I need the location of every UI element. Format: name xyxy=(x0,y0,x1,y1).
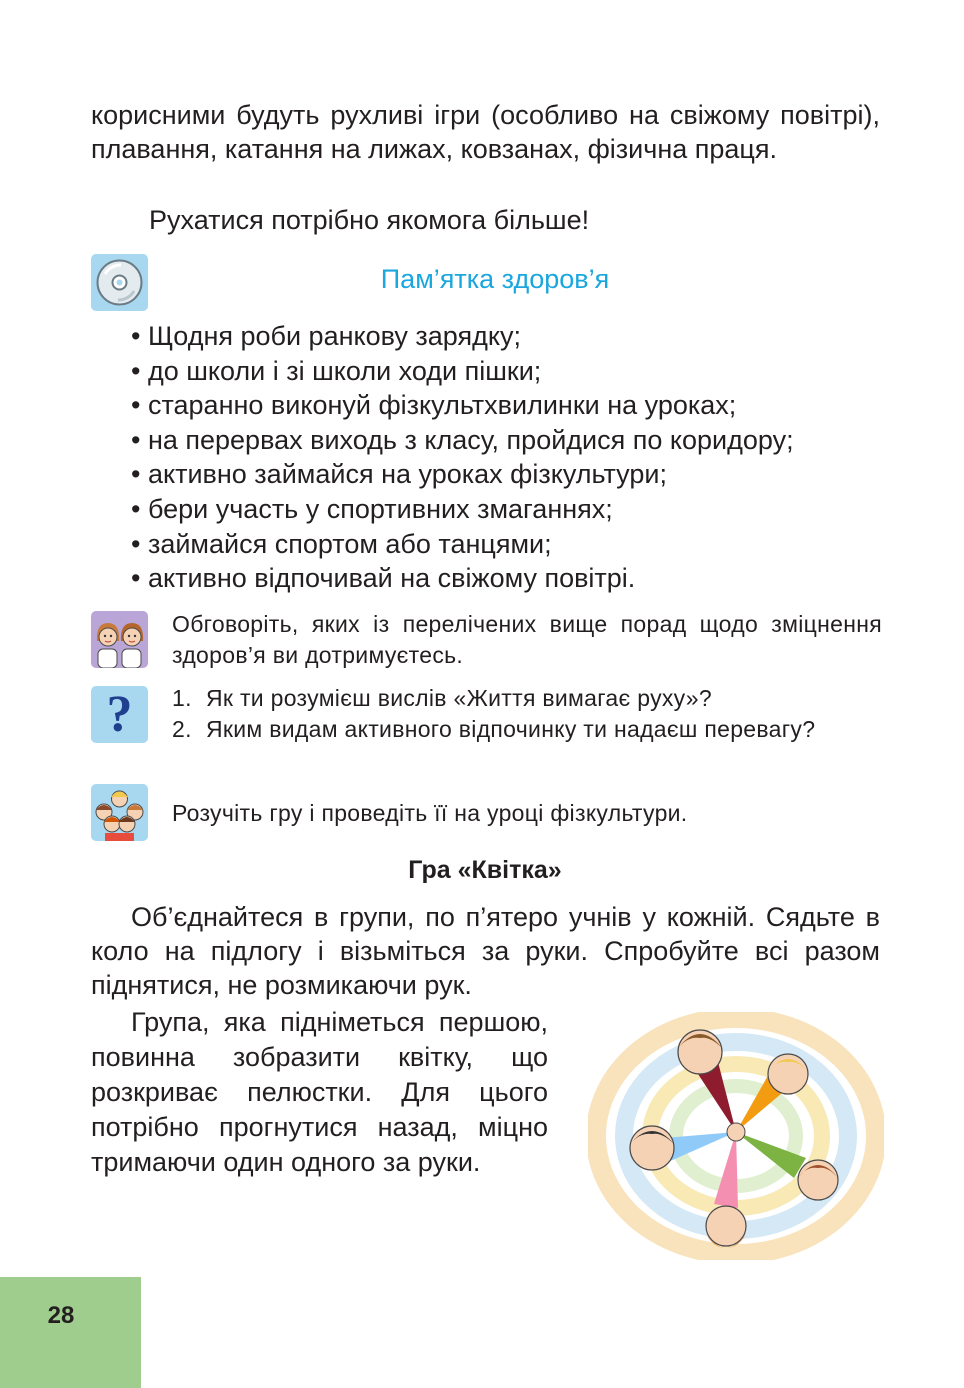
group-of-children-icon xyxy=(91,784,148,841)
question-mark-glyph: ? xyxy=(106,686,133,743)
list-item: • бери участь у спортивних змаганнях; xyxy=(131,493,613,524)
cd-disc-icon xyxy=(91,254,148,311)
game-paragraph-1 xyxy=(91,900,880,1002)
questions-list xyxy=(172,683,882,745)
question-text: Яким видам активного відпочинку ти надаєш перевагу? xyxy=(206,716,816,742)
list-item: • активно відпочивай на свіжому повітрі. xyxy=(131,563,636,594)
learn-instruction: Розучіть гру і проведіть її на уроці фізкультури. xyxy=(172,800,688,826)
list-item: • активно займайся на уроках фізкультури; xyxy=(131,459,667,490)
list-item: • до школи і зі школи ходи пішки; xyxy=(131,355,542,386)
list-item: • Щодня роби ранкову зарядку; xyxy=(131,321,521,351)
game-paragraph-1-text: Об’єднайтеся в групи, по п’ятеро учнів у кожній. Сядьте в коло на підлогу і візьміться за руки. Спробуйте всі разом піднятися, не розмикаючи рук. xyxy=(91,902,880,1000)
two-children-icon xyxy=(91,611,148,668)
question-text: Як ти розумієш вислів «Життя вимагає руху»? xyxy=(206,685,712,711)
list-item: • на перервах виходь з класу, пройдися по коридору; xyxy=(131,424,794,455)
motto-line: Рухатися потрібно якомога більше! xyxy=(149,205,590,235)
list-item: • старанно виконуй фізкультхвилинки на уроках; xyxy=(131,390,737,421)
question-mark-icon xyxy=(91,686,148,743)
page-number: 28 xyxy=(47,1302,75,1329)
game-paragraph-2 xyxy=(91,1005,548,1180)
health-tips-list xyxy=(131,319,891,596)
children-circle-flower-illustration xyxy=(588,1012,884,1260)
question-number: 1. xyxy=(172,685,192,711)
intro-paragraph: корисними будуть рухливі ігри (особливо на свіжому повітрі), плавання, катання на лижах, ковзанах, фізична праця. xyxy=(91,100,880,164)
question-number: 2. xyxy=(172,716,192,742)
discuss-instruction: Обговоріть, яких із перелічених вище порад щодо зміцнення здоров’я ви дотримуєтесь. xyxy=(172,611,882,668)
list-item xyxy=(172,683,882,714)
game-paragraph-2-text: Група, яка підніметься першою, повинна зобразити квітку, що розкриває пелюстки. Для цього потрібно прогнутися назад, міцно тримаючи один одного за руки. xyxy=(91,1007,548,1177)
memo-title: Пам’ятка здоров’я xyxy=(380,264,610,294)
list-item: • займайся спортом або танцями; xyxy=(131,528,552,559)
game-title: Гра «Квітка» xyxy=(408,856,562,884)
page-footer-band xyxy=(0,1277,141,1388)
list-item xyxy=(172,714,882,745)
